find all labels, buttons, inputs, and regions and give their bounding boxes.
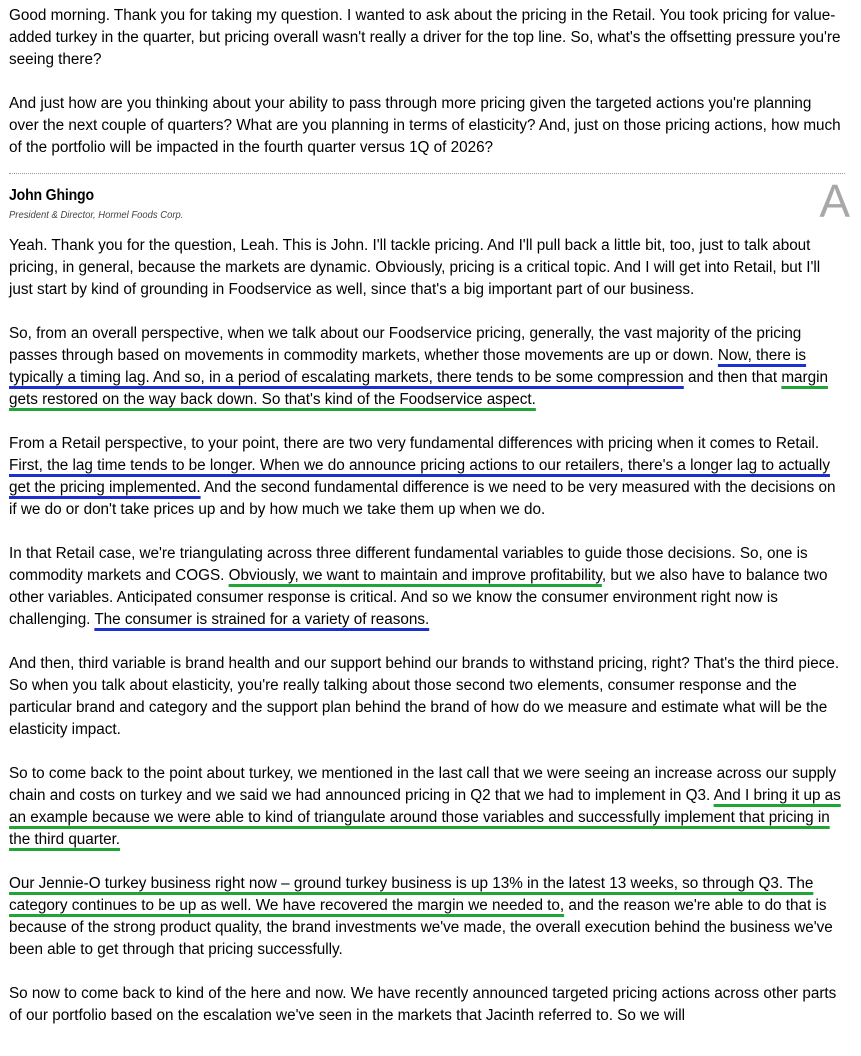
blue-underline-highlight: The consumer is strained for a variety of reasons.	[94, 611, 430, 628]
answer-paragraph-6	[9, 763, 845, 851]
answer-p4-text-c: , but we also have to balance two other variables. Anticipated consumer response is critical. And so we know the consumer environment right now is challenging.	[9, 567, 828, 628]
answer-paragraph-5: And then, third variable is brand health and our support behind our brands to withstand pricing, right? That's the third piece. So when you talk about elasticity, you're really talking about those second two elements, consumer response and the particular brand and category and the support plan behind the brand of how do we measure and estimate what will be the elasticity impact.	[9, 655, 840, 738]
speaker-role: President & Director, Hormel Foods Corp.	[9, 209, 184, 221]
answer-paragraph-1: Yeah. Thank you for the question, Leah. This is John. I'll tackle pricing. And I'll pull back a little bit, too, just to talk about pricing, in general, because the markets are dynamic. Obviously, pricing is a critical topic. And I will get into Retail, but I'll just start by kind of grounding in Foodservice as well, since that's a big important part of our business.	[9, 237, 821, 298]
answer-p7-text-b: and the reason we're able to do that is because of the strong product quality, the brand investments we've made, the overall execution behind the business we've been able to get through that pricing successfully.	[9, 897, 833, 958]
transcript-page	[9, 5, 850, 1049]
green-underline-highlight: Obviously, we want to maintain and improve profitability	[228, 567, 602, 584]
answer-p3-text-c: And the second fundamental difference is we need to be very measured with the decisions on if we do or don't take prices up and by how much we take them up when we do.	[9, 479, 836, 518]
blue-underline-highlight: Now, there is typically a timing lag. And so, in a period of escalating markets, there tends to be some compression	[9, 347, 807, 386]
question-paragraph-2: And just how are you thinking about your ability to pass through more pricing given the targeted actions you're planning over the next couple of quarters? What are you planning in terms of elasticity? And, just on those pricing actions, how much of the portfolio will be impacted in the fourth quarter versus 1Q of 2026?	[9, 95, 841, 156]
answer-paragraph-8: So now to come back to kind of the here and now. We have recently announced targeted pricing actions across other parts of our portfolio based on the escalation we've seen in the markets that Jacinth referred to. So we will	[9, 985, 837, 1024]
answer-paragraph-7	[9, 873, 845, 961]
answer-p4-text-a: In that Retail case, we're triangulating across three different fundamental variables to guide those decisions. So, one is commodity markets and COGS.	[9, 545, 808, 584]
answer-paragraph-4	[9, 543, 845, 631]
answer-type-letter: A	[819, 175, 850, 227]
blue-underline-highlight: First, the lag time tends to be longer. When we do announce pricing actions to our retailers, there's a longer lag to actually get the pricing implemented.	[9, 457, 830, 496]
answer-paragraph-2	[9, 323, 845, 411]
green-underline-highlight: And I bring it up as an example because we were able to kind of triangulate around those variables and successfully implement that pricing in the third quarter.	[9, 787, 841, 848]
speaker-name: John Ghingo	[9, 187, 94, 204]
answer-paragraph-3	[9, 433, 845, 521]
speaker-header	[9, 175, 850, 227]
answer-p2-text-a: So, from an overall perspective, when we talk about our Foodservice pricing, generally, the vast majority of the pricing passes through based on movements in commodity markets, whether those movements are up or down.	[9, 325, 802, 364]
answer-p2-text-c: and then that	[683, 369, 782, 386]
green-underline-highlight: margin gets restored on the way back down. So that's kind of the Foodservice aspect.	[9, 369, 828, 408]
question-paragraph-1: Good morning. Thank you for taking my question. I wanted to ask about the pricing in the Retail. You took pricing for value-added turkey in the quarter, but pricing overall wasn't really a driver for the top line. So, what's the offsetting pressure you're seeing there?	[9, 7, 841, 68]
section-divider	[9, 173, 845, 174]
green-underline-highlight: Our Jennie-O turkey business right now – ground turkey business is up 13% in the latest 13 weeks, so through Q3. The category continues to be up as well. We have recovered the margin we needed to,	[9, 875, 814, 914]
answer-p6-text-a: So to come back to the point about turkey, we mentioned in the last call that we were seeing an increase across our supply chain and costs on turkey and we said we had announced pricing in Q2 that we had to implement in Q3.	[9, 765, 837, 804]
answer-p3-text-a: From a Retail perspective, to your point, there are two very fundamental differences with pricing when it comes to Retail.	[9, 435, 820, 452]
